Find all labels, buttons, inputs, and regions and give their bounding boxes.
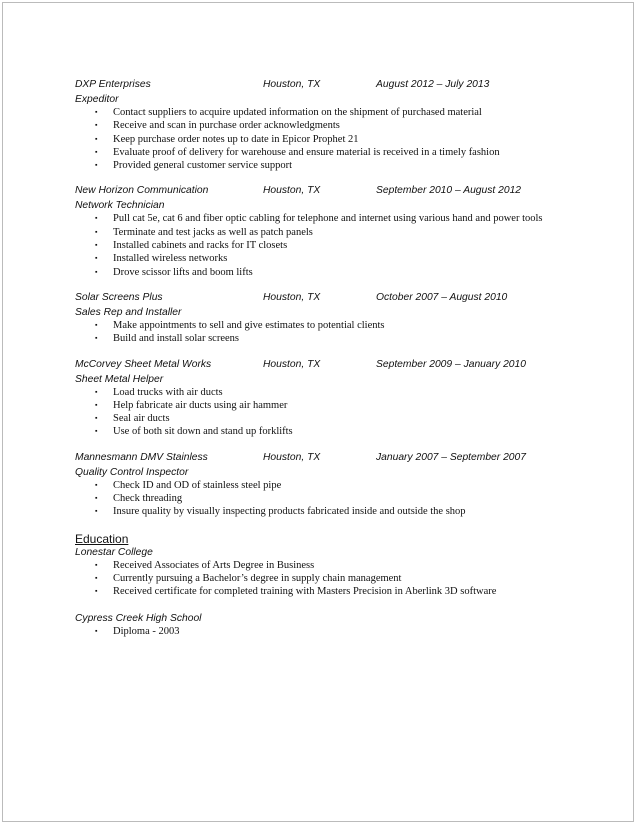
bullet-icon: ▪ <box>95 626 98 635</box>
list-item <box>75 332 595 345</box>
job-header <box>75 359 595 373</box>
job-header <box>75 185 595 199</box>
bullet-icon: ▪ <box>95 480 98 489</box>
list-item-text: Contact suppliers to acquire updated information on the shipment of purchased material <box>113 107 482 118</box>
company-name: Solar Screens Plus <box>75 291 163 303</box>
job-location: Houston, TX <box>263 79 321 90</box>
list-item-text: Received certificate for completed training with Masters Precision in Aberlink 3D software <box>113 586 497 598</box>
list-item <box>75 505 595 518</box>
list-item-text: Installed cabinets and racks for IT closets <box>113 240 288 252</box>
bullet-icon: ▪ <box>95 573 98 582</box>
work-experience <box>75 79 595 519</box>
job-dates: August 2012 – July 2013 <box>376 79 490 90</box>
job-title: Expeditor <box>75 94 119 105</box>
job-dates: October 2007 – August 2010 <box>376 291 508 303</box>
company-name: DXP Enterprises <box>75 79 151 90</box>
list-item-text: Check threading <box>113 493 183 505</box>
job-location: Houston, TX <box>263 451 321 463</box>
bullet-icon: ▪ <box>95 241 98 250</box>
bullet-icon: ▪ <box>95 400 98 409</box>
list-item <box>75 386 595 399</box>
company-name: McCorvey Sheet Metal Works <box>75 358 212 370</box>
list-item-text: Currently pursuing a Bachelor’s degree in supply chain management <box>113 572 402 584</box>
bullet-icon: ▪ <box>95 494 98 503</box>
list-item-text: Provided general customer service support <box>113 160 293 172</box>
bullet-icon: ▪ <box>95 121 98 130</box>
list-item-text: Received Associates of Arts Degree in Business <box>113 559 315 571</box>
bullet-list <box>75 625 595 638</box>
job-entry <box>75 452 595 519</box>
job-header <box>75 292 595 306</box>
job-title: Network Technician <box>75 200 165 212</box>
company-name: Mannesmann DMV Stainless <box>75 451 208 463</box>
bullet-list <box>75 559 595 599</box>
list-item-text: Terminate and test jacks as well as patch panels <box>113 226 313 238</box>
bullet-icon: ▪ <box>95 387 98 396</box>
job-location: Houston, TX <box>263 291 321 303</box>
bullet-list <box>75 479 595 519</box>
job-dates: January 2007 – September 2007 <box>376 451 526 463</box>
bullet-icon: ▪ <box>95 161 98 170</box>
list-item-text: Diploma - 2003 <box>113 625 180 637</box>
bullet-icon: ▪ <box>95 227 98 236</box>
bullet-icon: ▪ <box>95 427 98 436</box>
list-item-text: Keep purchase order notes up to date in Epicor Prophet 21 <box>113 133 359 145</box>
list-item-text: Use of both sit down and stand up forklifts <box>113 426 293 438</box>
list-item <box>75 226 595 239</box>
bullet-icon: ▪ <box>95 587 98 596</box>
list-item <box>75 133 595 146</box>
job-dates: September 2010 – August 2012 <box>376 185 522 197</box>
schools-list <box>75 546 595 638</box>
job-dates: September 2009 – January 2010 <box>376 358 526 370</box>
list-item <box>75 572 595 585</box>
list-item <box>75 159 595 172</box>
list-item <box>75 212 595 225</box>
list-item <box>75 319 595 332</box>
bullet-icon: ▪ <box>95 414 98 423</box>
list-item <box>75 106 595 119</box>
list-item <box>75 252 595 265</box>
bullet-icon: ▪ <box>95 108 98 116</box>
education-heading: Education <box>75 531 129 546</box>
education-section <box>75 532 595 638</box>
job-header <box>75 452 595 466</box>
list-item-text: Help fabricate air ducts using air hammer <box>113 399 288 411</box>
list-item <box>75 625 595 638</box>
list-item-text: Drove scissor lifts and boom lifts <box>113 266 253 278</box>
bullet-list <box>75 106 595 172</box>
list-item-text: Make appointments to sell and give estimates to potential clients <box>113 319 385 331</box>
bullet-list <box>75 386 595 439</box>
list-item <box>75 399 595 412</box>
school-name: Lonestar College <box>75 546 153 558</box>
list-item-text: Receive and scan in purchase order acknowledgments <box>113 120 340 132</box>
list-item <box>75 492 595 505</box>
list-item <box>75 412 595 425</box>
company-name: New Horizon Communication <box>75 185 209 197</box>
job-location: Houston, TX <box>263 358 321 370</box>
school-name: Cypress Creek High School <box>75 612 202 624</box>
job-title: Sales Rep and Installer <box>75 306 182 318</box>
list-item-text: Seal air ducts <box>113 413 170 425</box>
list-item-text: Insure quality by visually inspecting products fabricated inside and outside the shop <box>113 506 466 518</box>
bullet-icon: ▪ <box>95 134 98 143</box>
list-item <box>75 266 595 279</box>
bullet-icon: ▪ <box>95 560 98 569</box>
list-item-text: Installed wireless networks <box>113 253 228 265</box>
school-entry <box>75 612 595 638</box>
job-entry <box>75 185 595 278</box>
list-item-text: Build and install solar screens <box>113 333 239 345</box>
bullet-list <box>75 212 595 278</box>
bullet-icon: ▪ <box>95 267 98 276</box>
job-entry <box>75 79 595 172</box>
bullet-list <box>75 319 595 346</box>
school-entry <box>75 546 595 599</box>
job-location: Houston, TX <box>263 185 321 197</box>
bullet-icon: ▪ <box>95 147 98 156</box>
bullet-icon: ▪ <box>95 320 98 329</box>
list-item <box>75 146 595 159</box>
bullet-icon: ▪ <box>95 507 98 516</box>
job-title: Quality Control Inspector <box>75 466 189 478</box>
list-item-text: Pull cat 5e, cat 6 and fiber optic cabling for telephone and internet using various hand and power tools <box>113 213 543 225</box>
list-item <box>75 479 595 492</box>
list-item <box>75 119 595 132</box>
list-item <box>75 425 595 438</box>
bullet-icon: ▪ <box>95 254 98 263</box>
list-item <box>75 559 595 572</box>
bullet-icon: ▪ <box>95 214 98 223</box>
job-entry <box>75 359 595 439</box>
job-header <box>75 79 595 93</box>
list-item-text: Check ID and OD of stainless steel pipe <box>113 479 282 491</box>
resume-body <box>75 79 595 651</box>
job-title: Sheet Metal Helper <box>75 373 164 385</box>
bullet-icon: ▪ <box>95 334 98 343</box>
job-entry <box>75 292 595 346</box>
list-item <box>75 239 595 252</box>
list-item-text: Evaluate proof of delivery for warehouse and ensure material is received in a timely fashion <box>113 146 500 158</box>
list-item <box>75 585 595 598</box>
list-item-text: Load trucks with air ducts <box>113 386 223 398</box>
